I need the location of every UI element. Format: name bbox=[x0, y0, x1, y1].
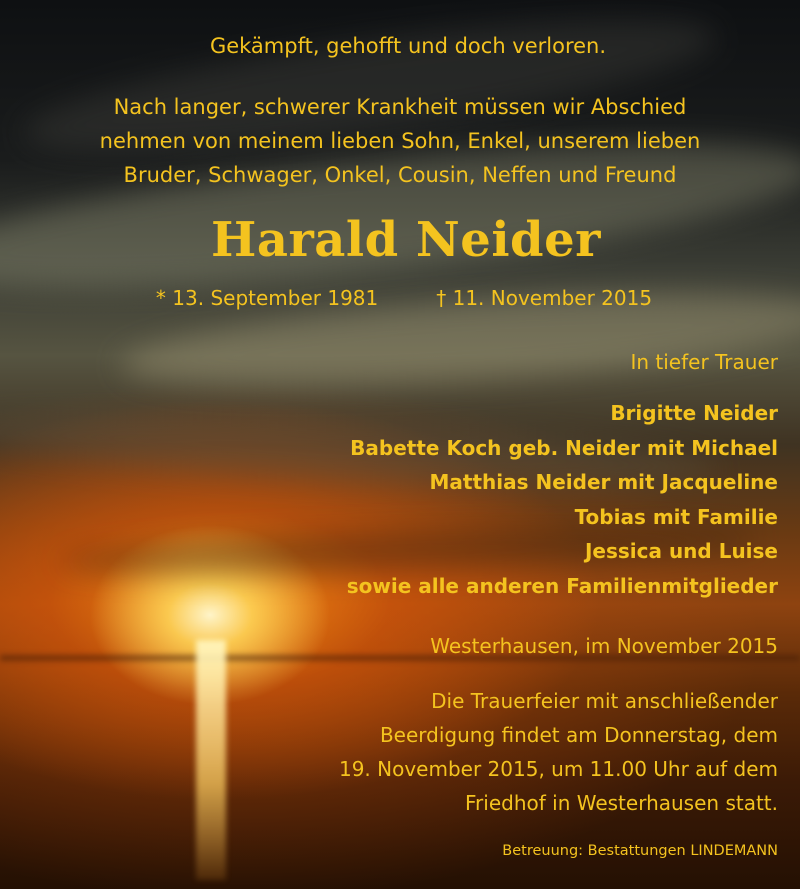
deceased-name: Harald Neider bbox=[211, 212, 601, 268]
place-date: Westerhausen, im November 2015 bbox=[430, 634, 778, 658]
sun-reflection bbox=[196, 640, 226, 880]
funeral-line: 19. November 2015, um 11.00 Uhr auf dem bbox=[338, 757, 778, 781]
intro-line: nehmen von meinem lieben Sohn, Enkel, unserem lieben bbox=[99, 129, 701, 153]
funeral-line: Beerdigung findet am Donnerstag, dem bbox=[379, 723, 778, 747]
death-date: † 11. November 2015 bbox=[436, 286, 653, 310]
life-dates bbox=[4, 286, 800, 310]
mourner-line: Matthias Neider mit Jacqueline bbox=[429, 470, 778, 494]
mourner-line: Jessica und Luise bbox=[584, 539, 778, 563]
mourning-heading: In tiefer Trauer bbox=[630, 350, 778, 374]
funeral-info bbox=[339, 684, 778, 820]
funeral-line: Die Trauerfeier mit anschließender bbox=[431, 689, 778, 713]
intro-text bbox=[0, 90, 800, 192]
mourner-line: Babette Koch geb. Neider mit Michael bbox=[350, 435, 778, 460]
birth-date: * 13. September 1981 bbox=[155, 286, 379, 310]
undertaker-credit: Betreuung: Bestattungen LINDEMANN bbox=[502, 843, 778, 859]
intro-line: Bruder, Schwager, Onkel, Cousin, Neffen und Freund bbox=[123, 163, 677, 187]
mourners-list bbox=[347, 396, 778, 603]
mourner-line: Tobias mit Familie bbox=[574, 504, 778, 529]
motto-line: Gekämpft, gehofft und doch verloren. bbox=[209, 34, 607, 58]
intro-line: Nach langer, schwerer Krankheit müssen wir Abschied bbox=[113, 95, 687, 119]
funeral-line: Friedhof in Westerhausen statt. bbox=[465, 791, 778, 815]
mourner-line: Brigitte Neider bbox=[610, 401, 778, 425]
mourner-line: sowie alle anderen Familienmitglieder bbox=[346, 573, 778, 598]
